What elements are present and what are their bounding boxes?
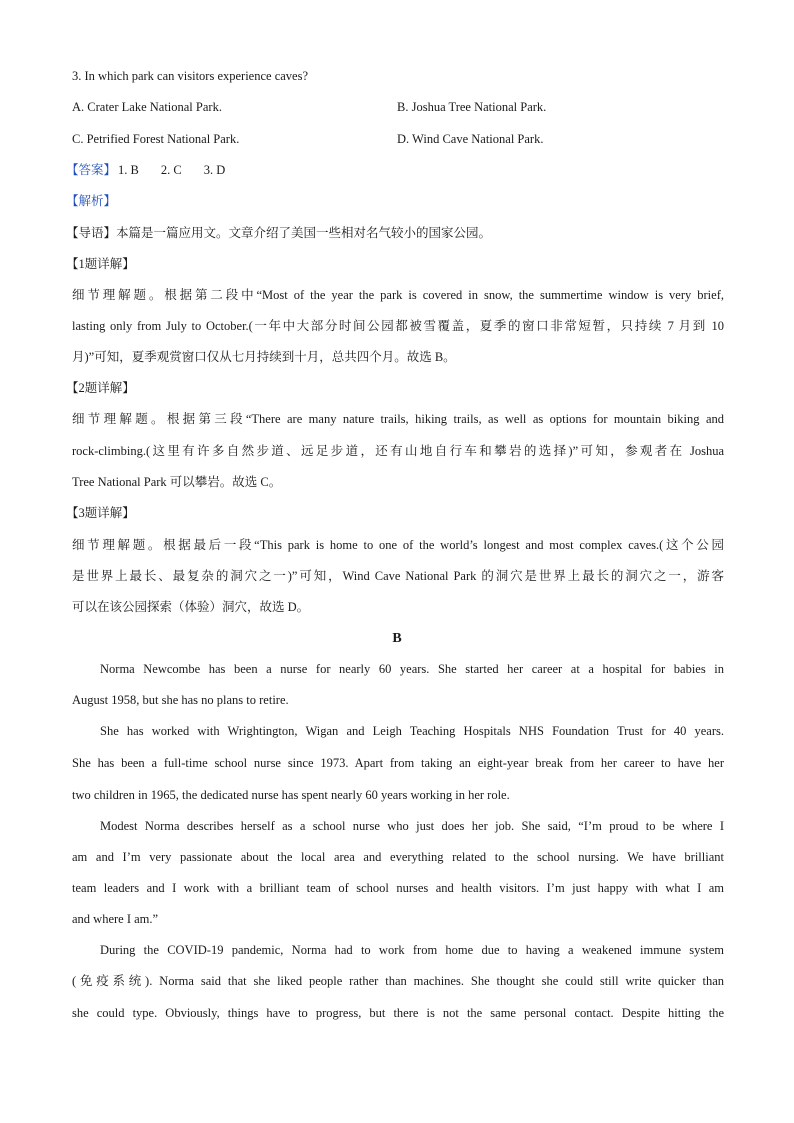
section-b-title: B <box>392 631 402 646</box>
options-row-1 <box>72 98 724 116</box>
detail-2-line-2: rock-climbing.(这里有许多自然步道、远足步道，还有山地自行车和攀岩的选择)”可知，参观者在 Joshua <box>72 444 724 458</box>
options-row-2 <box>72 130 724 148</box>
detail-1-line-2: lasting only from July to October.(一年中大部分时间公园都被雪覆盖，夏季的窗口非常短暂，只持续 7 月到 10 <box>72 319 724 333</box>
detail-3-line-2: 是世界上最长、最复杂的洞穴之一)”可知，Wind Cave National Park 的洞穴是世界上最长的洞穴之一，游客 <box>72 569 724 583</box>
guide-label: 【导语】 <box>66 226 117 240</box>
b-para-2-line-2: She has been a full-time school nurse since 1973. Apart from taking an eight-year break from her career to have her <box>72 756 724 770</box>
detail-1-line-3: 月)”可知，夏季观赏窗口仅从七月持续到十月，总共四个月。故选 B。 <box>72 350 456 364</box>
b-para-3-line-4: and where I am.” <box>72 912 159 926</box>
b-para-2-line-1: She has worked with Wrightington, Wigan and Leigh Teaching Hospitals NHS Foundation Trust for 40 years. <box>100 724 724 738</box>
b-para-3-line-2: am and I’m very passionate about the local area and everything related to the school nursing. We have brilliant <box>72 850 724 864</box>
b-para-1-line-1: Norma Newcombe has been a nurse for nearly 60 years. She started her career at a hospital for babies in <box>100 662 724 676</box>
b-para-4-line-2: (免疫系统). Norma said that she liked people rather than machines. She thought she could still write quicker than <box>72 974 724 988</box>
b-para-4-line-1: During the COVID-19 pandemic, Norma had to work from home due to having a weakened immune system <box>100 943 724 957</box>
b-para-1-line-2: August 1958, but she has no plans to retire. <box>72 693 289 707</box>
detail-3-line-3: 可以在该公园探索（体验）洞穴，故选 D。 <box>72 600 310 614</box>
b-para-3-line-1: Modest Norma describes herself as a school nurse who just does her job. She said, “I’m proud to be where I <box>100 819 724 833</box>
option-c: C. Petrified Forest National Park. <box>72 132 240 146</box>
option-a: A. Crater Lake National Park. <box>72 100 222 114</box>
b-para-4-line-3: she could type. Obviously, things have to progress, but there is not the same personal contact. Despite hitting the <box>72 1006 724 1020</box>
detail-2-line-1: 细节理解题。根据第三段“There are many nature trails, hiking trails, as well as options for mountain biking and <box>72 412 724 426</box>
analysis-label: 【解析】 <box>66 194 117 208</box>
b-para-2-line-3: two children in 1965, the dedicated nurse has spent nearly 60 years working in her role. <box>72 788 510 802</box>
detail-1-line-1: 细节理解题。根据第二段中“Most of the year the park is covered in snow, the summertime window is very brief, <box>72 288 724 302</box>
answer-line <box>66 161 718 179</box>
guide-text: 本篇是一篇应用文。文章介绍了美国一些相对名气较小的国家公园。 <box>116 226 492 240</box>
b-para-3-line-3: team leaders and I work with a brilliant team of school nurses and health visitors. I’m just happy with what I am <box>72 881 724 895</box>
guide-line <box>66 224 718 242</box>
option-d: D. Wind Cave National Park. <box>397 132 544 146</box>
detail-1-heading: 【1题详解】 <box>66 257 135 271</box>
answer-label: 【答案】 <box>66 163 117 177</box>
answer-3: 3. D <box>203 163 226 177</box>
detail-2-heading: 【2题详解】 <box>66 381 135 395</box>
answer-2: 2. C <box>160 163 182 177</box>
option-b: B. Joshua Tree National Park. <box>397 100 547 114</box>
detail-3-line-1: 细节理解题。根据最后一段“This park is home to one of the world’s longest and most complex caves.(这个公园 <box>72 538 724 552</box>
detail-3-heading: 【3题详解】 <box>66 506 135 520</box>
question-3: 3. In which park can visitors experience caves? <box>72 69 309 83</box>
detail-2-line-3: Tree National Park 可以攀岩。故选 C。 <box>72 475 282 489</box>
answer-1: 1. B <box>118 163 139 177</box>
